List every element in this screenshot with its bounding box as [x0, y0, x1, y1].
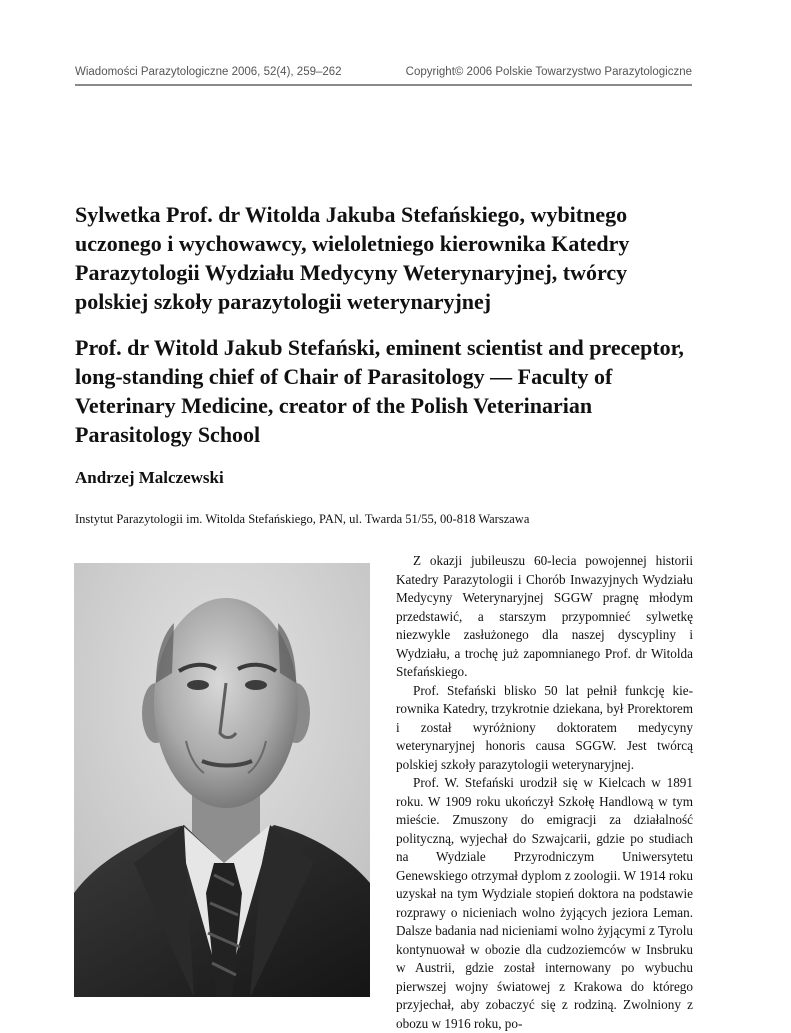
- body-paragraph: Prof. Stefański blisko 50 lat pełnił funkcję kierownika Katedry, trzykrotnie dziekana, był Prorektorem i został wyróżniony doktoratem medycyny weterynaryjnej honoris causa SGGW. Jest twórcą polskiej szkoły parazytologii weterynaryjnej.: [396, 682, 693, 772]
- portrait-photo: [74, 563, 370, 997]
- author-name: Andrzej Malczewski: [75, 468, 224, 487]
- journal-citation: Wiadomości Parazytologiczne 2006, 52(4), 259–262: [75, 66, 342, 78]
- running-header: [75, 66, 692, 78]
- copyright-notice: Copyright© 2006 Polskie Towarzystwo Parazytologiczne: [405, 66, 692, 78]
- article-title-english: Prof. dr Witold Jakub Stefański, eminent scientist and preceptor, long-standing chief of Chair of Parasitology — Faculty of Veterinary Medicine, creator of the Polish Veterinarian Parasitology School: [75, 335, 684, 447]
- article-body-column: [396, 552, 693, 1033]
- body-paragraph: Z okazji jubileuszu 60-lecia powojennej historii Katedry Parazytologii i Chorób Inwazyjnych Wydziału Medycyny Weterynaryjnej SGGW pragnę młodym przedstawić, a starszym przypomnieć sylwetkę niezwykle zasłużonego dla naszej dyscypliny i Wydziału, a trochę już zapomnianego Prof. dr Witolda Stefańskiego.: [396, 553, 693, 679]
- article-title-polish: Sylwetka Prof. dr Witolda Jakuba Stefańskiego, wybitnego uczonego i wychowawcy, wieloletniego kierownika Katedry Parazytologii Wydziału Medycyny Weterynaryjnej, twórcy polskiej szkoły parazytologii weterynaryjnej: [75, 202, 630, 314]
- body-paragraph: Prof. W. Stefański urodził się w Kielcach w 1891 roku. W 1909 roku ukończył Szkołę Handlową w tym mieście. Zmuszony do emigracji za działalność polityczną, wyjechał do Szwajcarii, gdzie po studiach na Wydziale Przyrodniczym Uniwersytetu Genewskiego otrzymał dyplom z zoologii. W 1914 roku uzyskał na tym Wydziale stopień doktora na podstawie rozprawy o nicieniach wolno żyjących jeziora Leman. Dalsze badania nad nicieniami wolno żyjącymi z Tyrolu kontynuował w obozie dla cudzoziemców w Insbruku w Austrii, gdzie został internowany po wybuchu pierwszej wojny światowej z Krakowa do którego przyjechał, aby zobaczyć się z rodziną. Zwolniony z obozu w 1916 roku, po-: [396, 775, 693, 1031]
- author-affiliation: Instytut Parazytologii im. Witolda Stefańskiego, PAN, ul. Twarda 51/55, 00-818 Warszawa: [75, 512, 530, 526]
- header-divider: [75, 84, 692, 86]
